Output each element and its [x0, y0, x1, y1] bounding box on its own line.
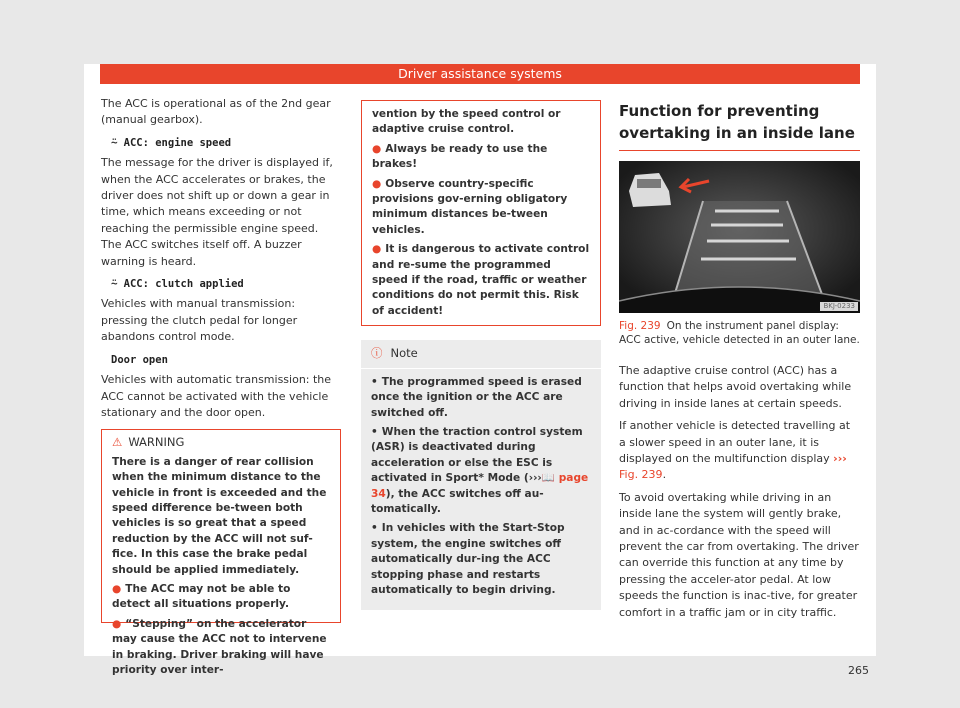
note-bullet: • When the traction control system (ASR) is deactivated during acceleration or else the ESC is activated in Sport* Mode (›››📖 page 34), the ACC switches off au-tomatically.: [371, 425, 589, 515]
message-engine-speed-text: The message for the driver is displayed if, when the ACC accelerates or brakes, the driver does not shift up or down a gear in time, which means exceeding or not reaching the permissible engine speed. The ACC switches itself off. A buzzer warning is heard.: [101, 156, 333, 268]
message-clutch-applied: ⍨ ACC: clutch applied: [111, 277, 244, 291]
chapter-header: Driver assistance systems: [100, 64, 860, 84]
section-title: Function for preventing overtaking in an inside lane: [619, 100, 860, 151]
warning-box-continued: [361, 100, 601, 326]
indicator-lamp-icon: ⍨: [111, 277, 118, 291]
paragraph-1: The adaptive cruise control (ACC) has a function that helps avoid overtaking while driving in inside lanes at certain speeds.: [619, 364, 852, 410]
warning-bullet: ● It is dangerous to activate control and re-sume the programmed speed if the road, traffic or weather conditions do not permit this. Risk of accident!: [372, 243, 590, 317]
indicator-lamp-icon: ⍨: [111, 135, 118, 149]
column-3: [619, 96, 860, 627]
bullet-icon: ●: [372, 177, 382, 190]
bullet-icon: ●: [372, 243, 382, 256]
warning-bullet: ● Observe country-specific provisions gov-erning obligatory minimum distances be-tween vehicles.: [372, 177, 568, 236]
bullet-icon: ●: [112, 617, 122, 630]
warning-bullet: ● The ACC may not be able to detect all situations properly.: [112, 582, 291, 611]
note-header: ⓘ Note: [361, 340, 601, 368]
bullet-icon: •: [371, 375, 378, 388]
paragraph-2: If another vehicle is detected travelling at a slower speed in an outer lane, it is displayed on the multifunction display ››› Fig. 239.: [619, 419, 851, 482]
note-box: [361, 340, 601, 610]
warning-bullet: ● “Stepping” on the accelerator may cause the ACC not to intervene in braking. Driver braking will have priority over inter-: [112, 617, 327, 676]
figure-code: BKJ-0233: [820, 302, 858, 311]
paragraph-3: To avoid overtaking while driving in an inside lane the system will gently brake, and in ac-cordance with the speed will prevent the car from overtaking. The driver can override this function at any time by pressing the acceler-ator pedal. At low speeds the function is inac-tive, for greater comfort in a traffic jam or in city traffic.: [619, 490, 859, 619]
message-clutch-applied-text: Vehicles with manual transmission: pressing the clutch pedal for longer abandons control mode.: [101, 297, 298, 344]
intro-paragraph: The ACC is operational as of the 2nd gear (manual gearbox).: [101, 97, 331, 127]
figure-instrument-display: [619, 161, 860, 313]
column-1: [101, 96, 341, 676]
warning-text: There is a danger of rear collision when the minimum distance to the vehicle in front is exceeded and the speed difference be-tween both vehicles is so great that a speed reduction by the ACC will not suf-fice. In this case the brake pedal should be applied immediately.: [112, 455, 327, 576]
bullet-icon: ●: [372, 142, 382, 155]
figure-caption: Fig. 239 On the instrument panel display: ACC active, vehicle detected in an outer lane.: [619, 320, 860, 346]
note-bullet: • In vehicles with the Start-Stop system, the engine switches off automatically dur-ing the ACC stopping phase and restarts automatically to begin driving.: [371, 522, 565, 596]
column-2: [361, 96, 601, 610]
bullet-icon: •: [371, 522, 378, 535]
message-engine-speed: ⍨ ACC: engine speed: [111, 135, 232, 149]
info-icon: ⓘ: [371, 346, 383, 361]
message-door-open-text: Vehicles with automatic transmission: the ACC cannot be activated with the vehicle stationary and the door open.: [101, 373, 332, 419]
page-number: 265: [848, 664, 869, 677]
page-reference-link[interactable]: page 34: [371, 472, 589, 500]
book-ref-icon: 📖: [541, 472, 556, 485]
bullet-icon: ●: [112, 582, 122, 595]
display-illustration: [619, 161, 860, 313]
warning-bullet: ● Always be ready to use the brakes!: [372, 142, 548, 171]
warning-box: [101, 429, 341, 676]
warning-header: ⚠ WARNING: [112, 435, 185, 450]
warning-continued-text: vention by the speed control or adaptive cruise control.: [372, 108, 561, 136]
note-body: [361, 369, 601, 611]
bullet-icon: •: [371, 425, 378, 438]
message-door-open: Door open: [111, 353, 168, 366]
figure-reference-link[interactable]: Fig. 239: [619, 468, 663, 482]
warning-triangle-icon: ⚠: [112, 435, 123, 450]
note-bullet: • The programmed speed is erased once the ignition or the ACC are switched off.: [371, 375, 582, 419]
